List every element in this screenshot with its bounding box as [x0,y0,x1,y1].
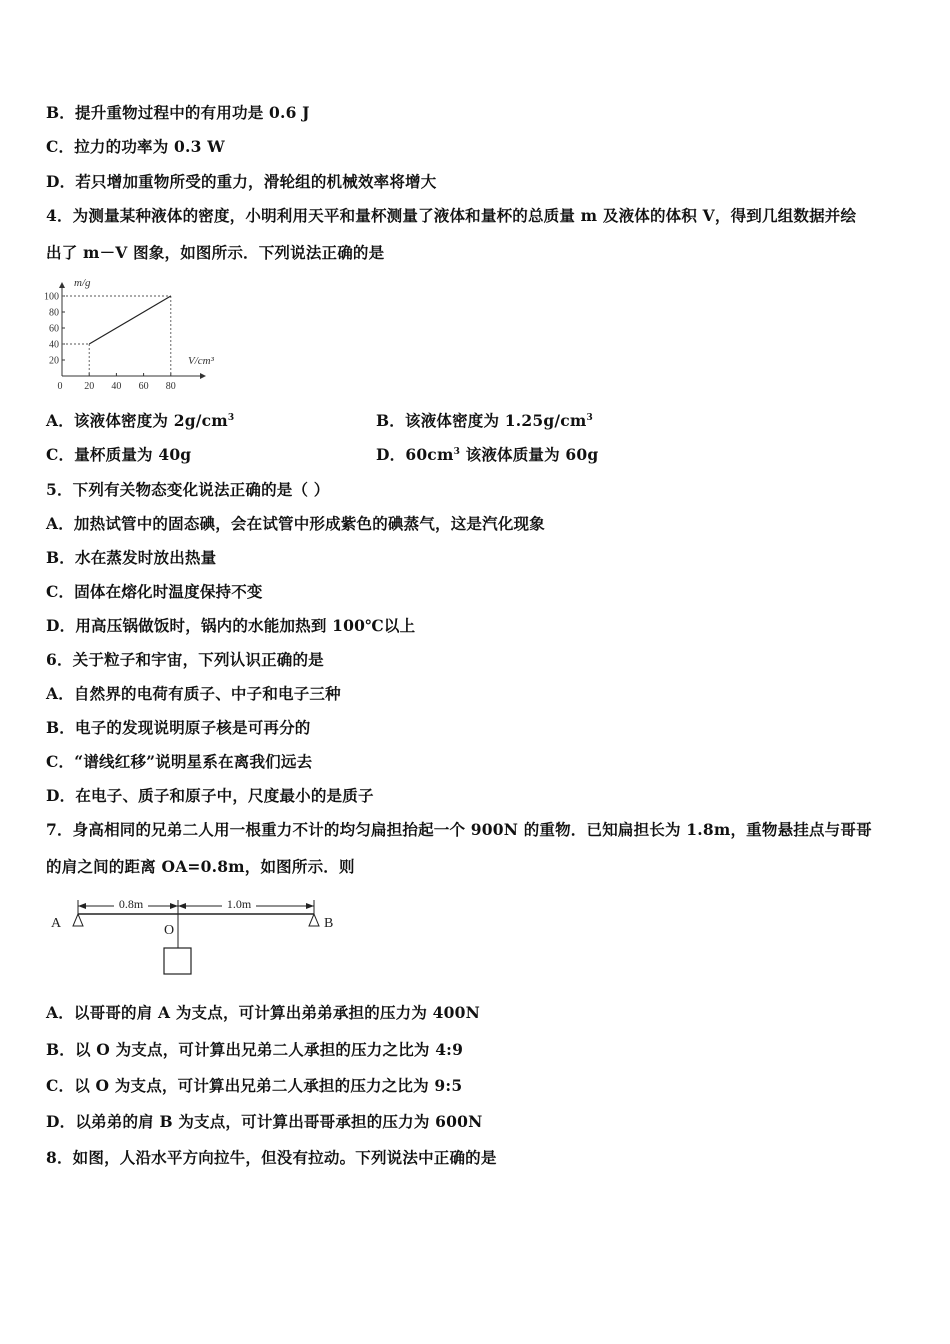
q3-option-c: C．拉力的功率为 0.3 W [46,137,225,156]
x-axis-arrow [200,373,206,379]
series-line [89,296,171,344]
y-axis-label: m/g [74,277,91,289]
y-axis-arrow [59,282,65,288]
weight-box [164,948,191,974]
label-a: A [51,916,62,931]
q7-option-d: D．以弟弟的肩 B 为支点，可计算出哥哥承担的压力为 600N [46,1112,483,1131]
y-tick-label: 60 [49,323,59,335]
q6-option-a: A．自然界的电荷有质子、中子和电子三种 [46,684,341,703]
q5-option-b: B．水在蒸发时放出热量 [46,548,217,567]
q6-option-c: C．“谱线红移”说明星系在离我们远去 [46,752,313,771]
shoulder-a-icon [73,914,83,926]
x-tick-label: 40 [111,381,122,392]
x-axis-label: V/cm³ [188,355,214,367]
q7-stem-line2: 的肩之间的距离 OA=0.8m，如图所示．则 [46,857,355,876]
q6-stem: 6．关于粒子和宇宙，下列认识正确的是 [46,650,324,669]
dim-label-left: 0.8m [118,897,144,911]
q4-option-d-pre: D．60cm [376,445,454,464]
dim-arrow-left-end [170,903,178,909]
q7-option-a: A．以哥哥的肩 A 为支点，可计算出弟弟承担的压力为 400N [46,1003,480,1022]
label-o: O [164,923,175,938]
label-b: B [324,916,334,931]
q3-option-d: D．若只增加重物所受的重力，滑轮组的机械效率将增大 [46,172,437,191]
q4-stem-line2: 出了 m－V 图象，如图所示．下列说法正确的是 [46,243,385,262]
q8-stem: 8．如图，人沿水平方向拉牛，但没有拉动。下列说法中正确的是 [46,1148,497,1167]
q4-option-a [46,409,234,431]
dim-arrow-left-start [78,903,86,909]
x-tick-label: 60 [138,381,149,392]
q4-option-d [376,443,598,465]
q4-option-d-post: 该液体质量为 60g [460,445,599,464]
x-tick-label: 80 [165,381,176,392]
y-tick-label: 20 [49,355,59,367]
x-tick-label: 0 [57,381,63,392]
x-tick-label: 20 [84,381,95,392]
dim-arrow-right-start [178,903,186,909]
q4-mv-chart [40,272,250,394]
y-tick-label: 40 [49,339,59,351]
q4-option-d-sup: 3 [453,446,461,457]
q4-option-b-sup: 3 [586,412,593,423]
y-tick-label: 100 [44,291,59,303]
q4-option-a-text: A．该液体密度为 2g/cm [46,411,228,430]
q5-option-a: A．加热试管中的固态碘，会在试管中形成紫色的碘蒸气，这是汽化现象 [46,514,545,533]
shoulder-b-icon [309,914,319,926]
dim-arrow-right-end [306,903,314,909]
q7-shoulder-pole-diagram [44,892,344,982]
q4-option-b-text: B．该液体密度为 1.25g/cm [376,411,587,430]
q6-option-d: D．在电子、质子和原子中，尺度最小的是质子 [46,786,374,805]
q4-option-a-sup: 3 [227,412,235,423]
q5-option-d: D．用高压锅做饭时，锅内的水能加热到 100℃以上 [46,616,416,635]
y-tick-label: 80 [49,307,59,319]
q7-stem-line1: 7．身高相同的兄弟二人用一根重力不计的均匀扁担抬起一个 900N 的重物．已知扁担长为 1.8m，重物悬挂点与哥哥 [46,820,872,839]
q4-stem-line1: 4．为测量某种液体的密度，小明利用天平和量杯测量了液体和量杯的总质量 m 及液体的体积 V，得到几组数据并绘 [46,206,857,225]
q6-option-b: B．电子的发现说明原子核是可再分的 [46,718,311,737]
q5-option-c: C．固体在熔化时温度保持不变 [46,582,263,601]
dim-label-right: 1.0m [226,897,252,911]
q4-option-b [376,409,593,431]
q7-option-c: C．以 O 为支点，可计算出兄弟二人承担的压力之比为 9:5 [46,1076,463,1095]
q7-option-b: B．以 O 为支点，可计算出兄弟二人承担的压力之比为 4:9 [46,1040,464,1059]
q4-option-c: C．量杯质量为 40g [46,445,192,464]
q5-stem: 5．下列有关物态变化说法正确的是（ ） [46,480,330,499]
q3-option-b: B．提升重物过程中的有用功是 0.6 J [46,103,310,122]
